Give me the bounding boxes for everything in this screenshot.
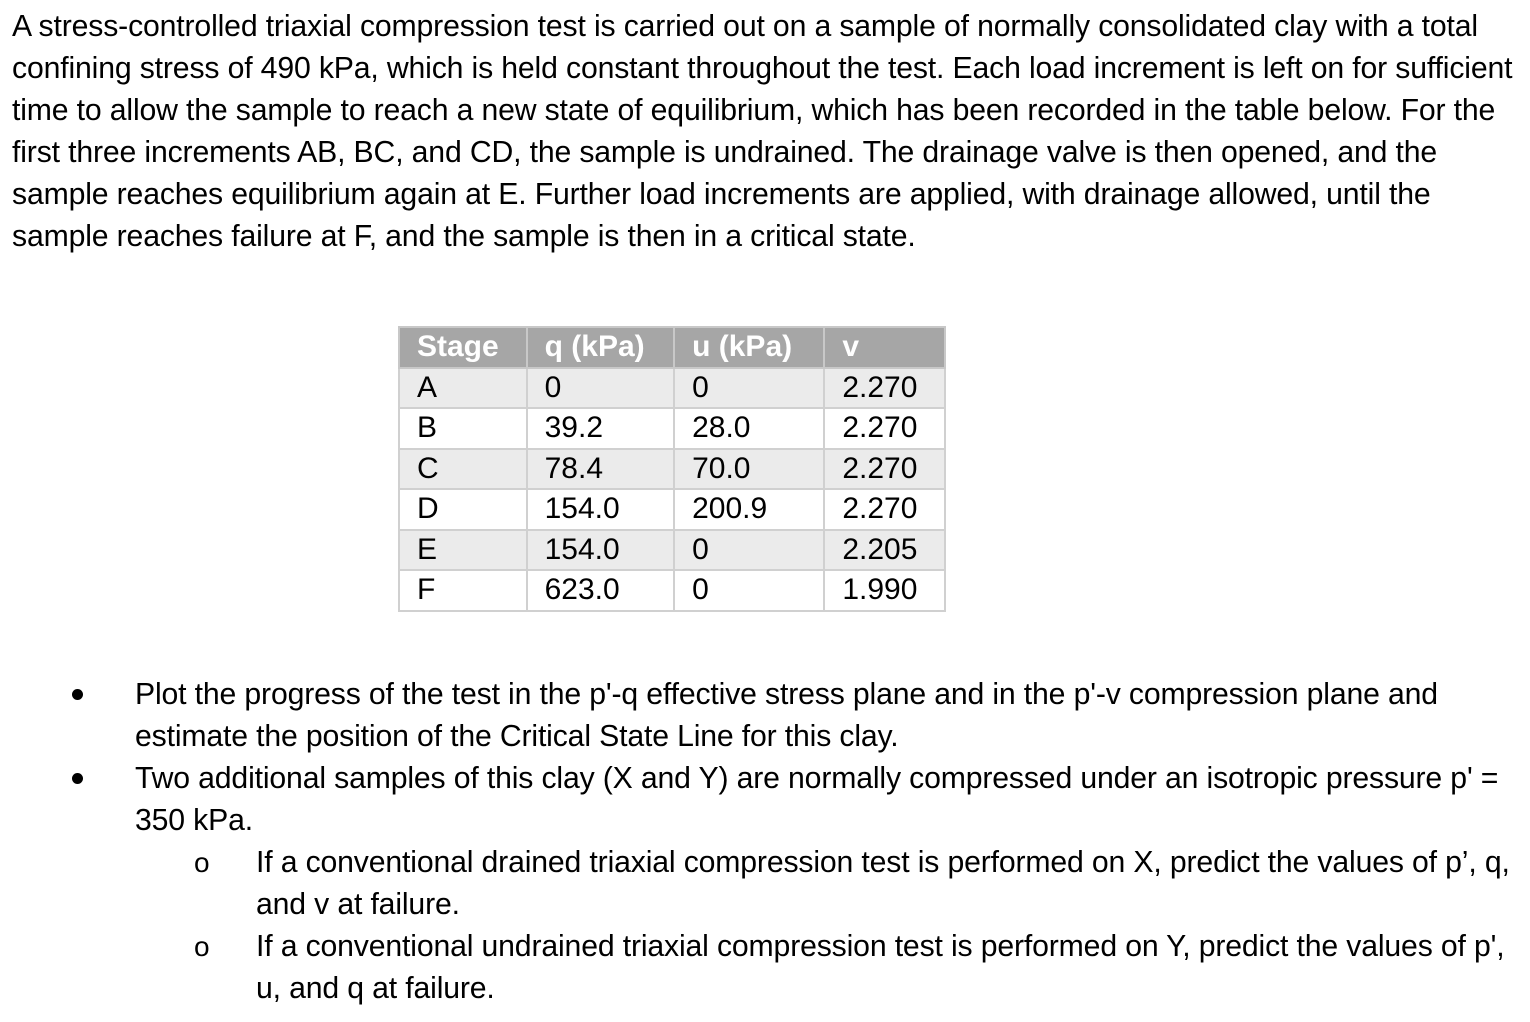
bullet-icon: [72, 773, 83, 784]
cell-q: 623.0: [527, 570, 674, 611]
cell-v: 2.270: [824, 449, 945, 490]
table-row: [399, 530, 945, 571]
cell-stage: F: [399, 570, 527, 611]
list-item: [0, 674, 1530, 758]
bullet-icon: [72, 689, 83, 700]
cell-v: 2.205: [824, 530, 945, 571]
list-item: [0, 926, 1530, 1010]
cell-q: 0: [527, 368, 674, 409]
cell-q: 78.4: [527, 449, 674, 490]
header-u: u (kPa): [674, 327, 824, 368]
list-item: [0, 842, 1530, 926]
bullet-text: Plot the progress of the test in the p'-q effective stress plane and in the p'-v compression plane and estimate the position of the Critical State Line for this clay.: [135, 678, 1438, 753]
table-row: [399, 408, 945, 449]
cell-u: 28.0: [674, 408, 824, 449]
table-row: [399, 489, 945, 530]
cell-q: 154.0: [527, 530, 674, 571]
cell-stage: B: [399, 408, 527, 449]
cell-q: 154.0: [527, 489, 674, 530]
cell-u: 0: [674, 368, 824, 409]
sub-bullet-text: If a conventional drained triaxial compression test is performed on X, predict the values of p’, q, and v at failure.: [256, 846, 1510, 921]
header-v: v: [824, 327, 945, 368]
header-q: q (kPa): [527, 327, 674, 368]
question-list: [0, 674, 1530, 1010]
bullet-text: Two additional samples of this clay (X and Y) are normally compressed under an isotropic pressure p' = 350 kPa.: [135, 762, 1499, 837]
test-data-table: [398, 326, 946, 612]
sub-bullet-icon: o: [194, 931, 210, 962]
cell-u: 0: [674, 570, 824, 611]
table-row: [399, 570, 945, 611]
cell-q: 39.2: [527, 408, 674, 449]
cell-u: 200.9: [674, 489, 824, 530]
cell-v: 1.990: [824, 570, 945, 611]
cell-stage: D: [399, 489, 527, 530]
table-header-row: [399, 327, 945, 368]
cell-v: 2.270: [824, 368, 945, 409]
sub-question-list: [135, 842, 1530, 1010]
list-item: [0, 758, 1530, 1010]
sub-bullet-icon: o: [194, 847, 210, 878]
sub-bullet-text: If a conventional undrained triaxial compression test is performed on Y, predict the values of p', u, and q at failure.: [256, 930, 1505, 1005]
cell-stage: C: [399, 449, 527, 490]
header-stage: Stage: [399, 327, 527, 368]
cell-v: 2.270: [824, 408, 945, 449]
table-row: [399, 368, 945, 409]
cell-u: 0: [674, 530, 824, 571]
cell-v: 2.270: [824, 489, 945, 530]
cell-stage: E: [399, 530, 527, 571]
cell-u: 70.0: [674, 449, 824, 490]
problem-statement: A stress-controlled triaxial compression test is carried out on a sample of normally consolidated clay with a total confining stress of 490 kPa, which is held constant throughout the test. Each load increment is left on for sufficient time to allow the sample to reach a new state of equilibrium, which has been recorded in the table below. For the first three increments AB, BC, and CD, the sample is undrained. The drainage valve is then opened, and the sample reaches equilibrium again at E. Further load increments are applied, with drainage allowed, until the sample reaches failure at F, and the sample is then in a critical state.: [12, 10, 1513, 253]
cell-stage: A: [399, 368, 527, 409]
table-row: [399, 449, 945, 490]
